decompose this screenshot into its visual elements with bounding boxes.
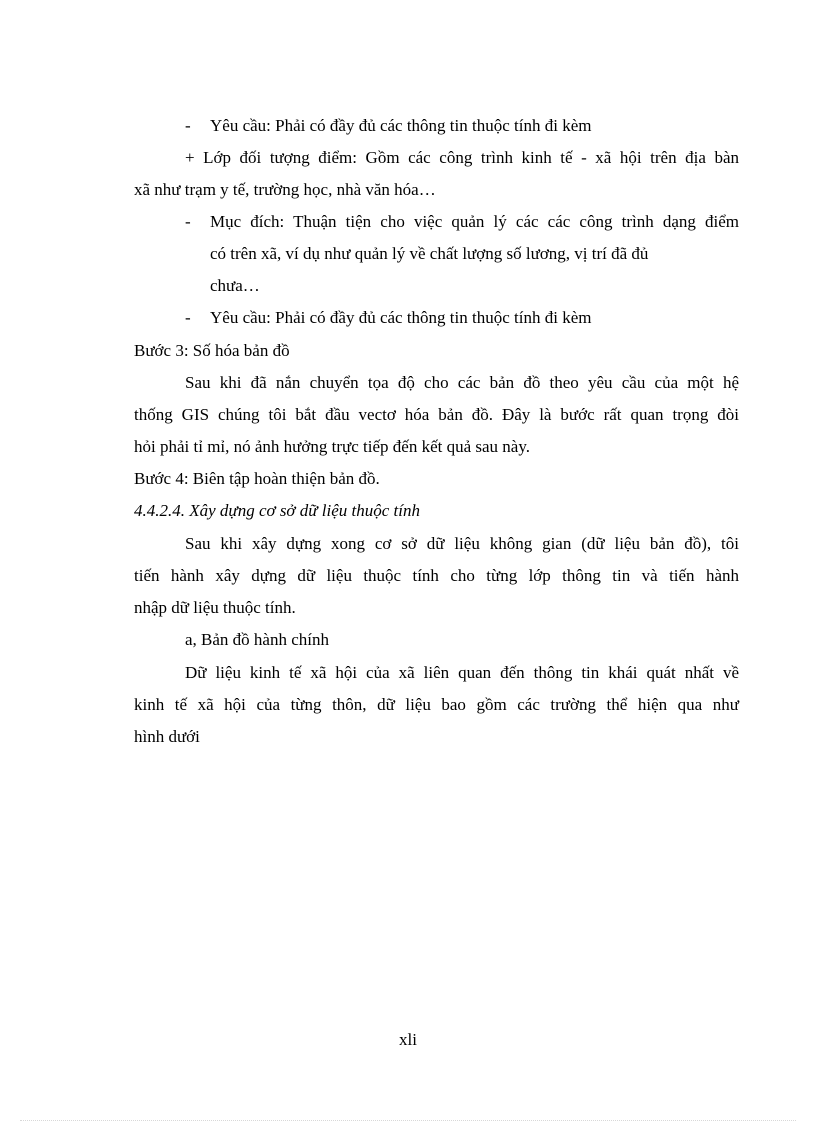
step-3-heading: Bước 3: Số hóa bản đồ (134, 341, 290, 360)
bullet-dash: - (185, 212, 191, 231)
paragraph-socioeconomic-line-3: hình dưới (134, 727, 200, 746)
subheading-admin-map: a, Bản đồ hành chính (185, 630, 329, 649)
bullet-requirement-1: Yêu cầu: Phải có đầy đủ các thông tin thuộc tính đi kèm (210, 116, 592, 135)
paragraph-socioeconomic-line-1: Dữ liệu kinh tế xã hội của xã liên quan đến thông tin khái quát nhất về (185, 663, 739, 682)
section-heading-4-4-2-4: 4.4.2.4. Xây dựng cơ sở dữ liệu thuộc tính (134, 501, 420, 520)
bullet-dash: - (185, 308, 191, 327)
paragraph-attribute-line-3: nhập dữ liệu thuộc tính. (134, 598, 296, 617)
paragraph-digitize-line-1: Sau khi đã nắn chuyển tọa độ cho các bản đồ theo yêu cầu của một hệ (185, 373, 739, 392)
bullet-purpose-line-2: có trên xã, ví dụ như quản lý về chất lượng số lương, vị trí đã đủ (210, 244, 649, 263)
paragraph-attribute-line-1: Sau khi xây dựng xong cơ sở dữ liệu không gian (dữ liệu bản đồ), tôi (185, 534, 739, 553)
paragraph-attribute-line-2: tiến hành xây dựng dữ liệu thuộc tính cho từng lớp thông tin và tiến hành (134, 566, 739, 585)
bullet-purpose-line-1: Mục đích: Thuận tiện cho việc quản lý các các công trình dạng điểm (210, 212, 739, 231)
bullet-requirement-2: Yêu cầu: Phải có đầy đủ các thông tin thuộc tính đi kèm (210, 308, 592, 327)
step-4-heading: Bước 4: Biên tập hoàn thiện bản đồ. (134, 469, 380, 488)
paragraph-point-layer-line-2: xã như trạm y tế, trường học, nhà văn hóa… (134, 180, 436, 199)
bullet-purpose-line-3: chưa… (210, 276, 260, 295)
bullet-dash: - (185, 116, 191, 135)
paragraph-socioeconomic-line-2: kinh tế xã hội của từng thôn, dữ liệu bao gồm các trường thể hiện qua như (134, 695, 739, 714)
page-bottom-divider (20, 1120, 796, 1121)
page-number: xli (399, 1030, 417, 1049)
paragraph-point-layer-line-1: + Lớp đối tượng điểm: Gồm các công trình kinh tế - xã hội trên địa bàn (185, 148, 739, 167)
paragraph-digitize-line-2: thống GIS chúng tôi bắt đầu vectơ hóa bản đồ. Đây là bước rất quan trọng đòi (134, 405, 739, 424)
paragraph-digitize-line-3: hỏi phải tỉ mỉ, nó ảnh hưởng trực tiếp đến kết quả sau này. (134, 437, 530, 456)
